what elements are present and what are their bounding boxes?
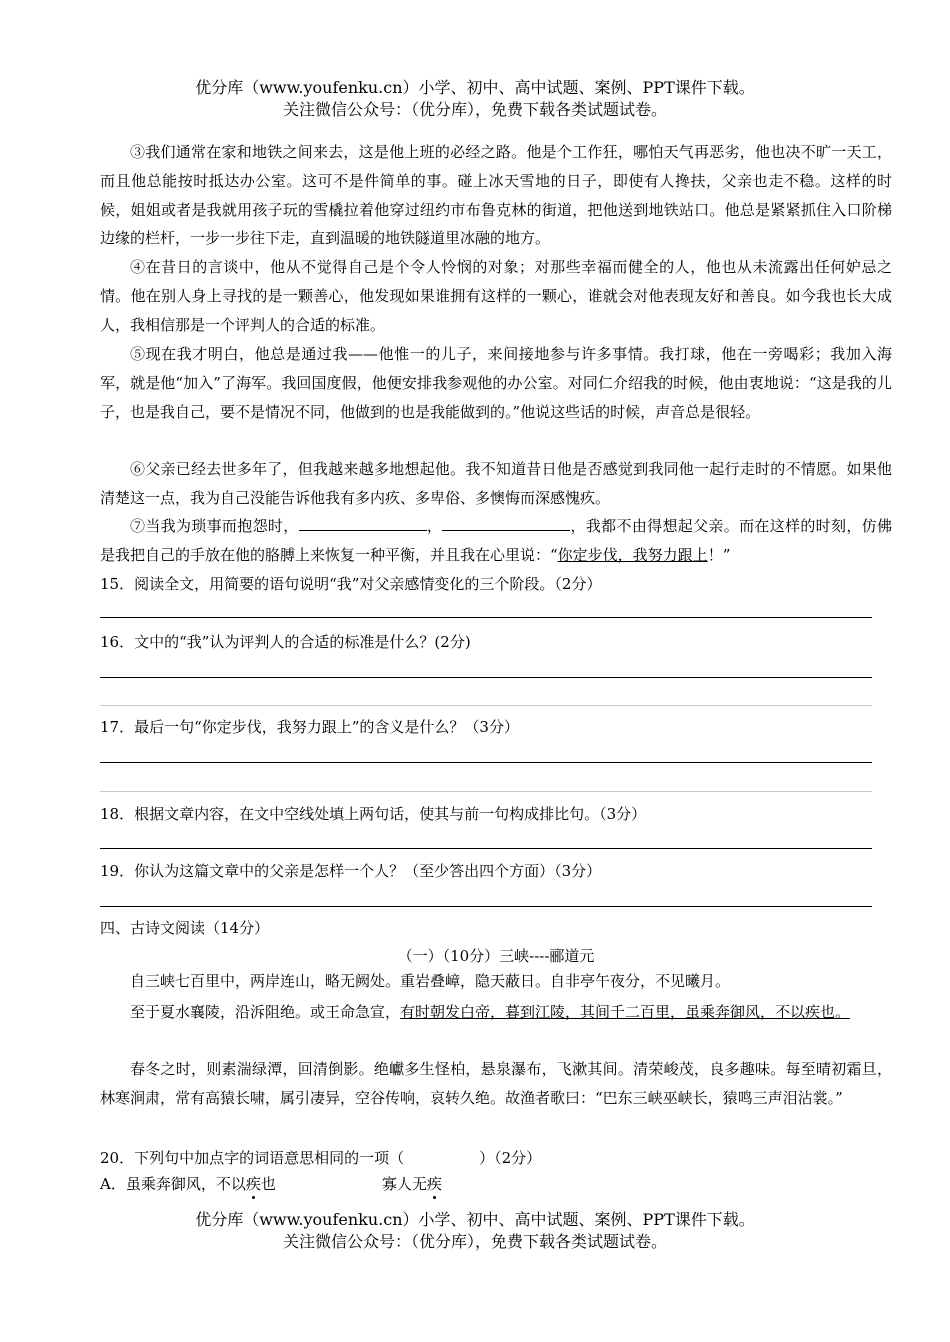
paragraph-7-sep: ， (426, 517, 443, 535)
classical-paragraph-2-part-a: 至于夏水襄陵，沿泝阻绝。或王命急宣， (130, 1003, 401, 1021)
fill-blank-2[interactable] (442, 514, 570, 531)
question-20: 20．下列句中加点字的词语意思相同的一项（ ）（2分） (100, 1149, 542, 1167)
underlined-classical-sentence: 有时朝发白帝，暮到江陵，其间千二百里，虽乘奔御风，不以疾也。 (400, 1003, 851, 1021)
classical-paragraph-3: 春冬之时，则素湍绿潭，回清倒影。绝巘多生怪柏，悬泉瀑布，飞漱其间。清荣峻茂，良多趣味。每至晴初霜旦，林寒涧肃，常有高猿长啸，属引凄异，空谷传响，哀转久绝。故渔者歌曰：“巴东三峡巫峡长，猿鸣三声泪沾裳。” (100, 1060, 892, 1107)
question-16: 16．文中的“我”认为评判人的合适的标准是什么？(2分) (100, 633, 471, 651)
footer-line-1: 优分库（www.youfenku.cn）小学、初中、高中试题、案例、PPT课件下载。 (195, 1210, 755, 1229)
section-subheading: （一）（10分）三峡----郦道元 (397, 947, 595, 965)
paragraph-7-part-a: ⑦当我为琐事而抱怨时， (130, 517, 299, 535)
paragraph-7-part-b: ，我都不由得想起父亲。而在这样的时刻，仿佛是我把自己的手放在他的胳膊上来恢复一种平衡，并且我在心里说：“ (100, 517, 892, 564)
fill-blank-1[interactable] (299, 514, 427, 531)
header-line-2: 关注微信公众号：（优分库），免费下载各类试题试卷。 (282, 100, 667, 119)
option-a-sentence-2-pre: 寡人无 (381, 1175, 427, 1193)
paragraph-6: ⑥父亲已经去世多年了，但我越来越多地想起他。我不知道昔日他是否感觉到我同他一起行走时的不情愿。如果他清楚这一点，我为自己没能告诉他我有多内疚、多卑俗、多懊悔而深感愧疚。 (100, 460, 892, 507)
answer-line[interactable] (100, 791, 872, 792)
header-line-1: 优分库（www.youfenku.cn）小学、初中、高中试题、案例、PPT课件下载。 (195, 78, 755, 97)
answer-line[interactable] (100, 677, 872, 678)
page-header (0, 77, 950, 121)
answer-line[interactable] (100, 906, 872, 907)
question-17: 17．最后一句“你定步伐，我努力跟上”的含义是什么？（3分） (100, 718, 519, 736)
page-footer (0, 1209, 950, 1253)
classical-paragraph-1: 自三峡七百里中，两岸连山，略无阙处。重岩叠嶂，隐天蔽日。自非亭午夜分，不见曦月。 (130, 972, 731, 990)
answer-line[interactable] (100, 705, 872, 706)
answer-line[interactable] (100, 617, 872, 618)
section-heading: 四、古诗文阅读（14分） (100, 919, 270, 937)
option-a-label: A． (100, 1175, 126, 1193)
question-18: 18．根据文章内容，在文中空线处填上两句话，使其与前一句构成排比句。（3分） (100, 805, 647, 823)
underlined-sentence: 你定步伐，我努力跟上 (557, 545, 708, 564)
classical-paragraph-2 (100, 998, 892, 1027)
option-a-sentence-1-pre: 虽乘奔御风，不以 (125, 1175, 246, 1193)
option-a (100, 1172, 892, 1196)
question-15: 15．阅读全文，用简要的语句说明“我”对父亲感情变化的三个阶段。（2分） (100, 575, 602, 593)
dotted-character: 疾 (426, 1175, 442, 1193)
option-a-sentence-1-post: 也 (260, 1175, 276, 1193)
paragraph-3: ③我们通常在家和地铁之间来去，这是他上班的必经之路。他是个工作狂，哪怕天气再恶劣，他也决不旷一天工，而且他总能按时抵达办公室。这可不是件简单的事。碰上冰天雪地的日子，即使有人搀扶，父亲也走不稳。这样的时候，姐姐或者是我就用孩子玩的雪橇拉着他穿过纽约市布鲁克林的街道，把他送到地铁站口。他总是紧紧抓住入口阶梯边缘的栏杆，一步一步往下走，直到温暖的地铁隧道里冰融的地方。 (100, 143, 892, 248)
answer-line[interactable] (100, 848, 872, 849)
paragraph-7 (100, 512, 892, 570)
footer-line-2: 关注微信公众号：（优分库），免费下载各类试题试卷。 (282, 1232, 667, 1251)
dotted-character: 疾 (245, 1175, 261, 1193)
answer-line[interactable] (100, 762, 872, 763)
paragraph-4: ④在昔日的言谈中，他从不觉得自己是个令人怜悯的对象；对那些幸福而健全的人，他也从未流露出任何妒忌之情。他在别人身上寻找的是一颗善心，他发现如果谁拥有这样的一颗心，谁就会对他表现友好和善良。如今我也长大成人，我相信那是一个评判人的合适的标准。 (100, 258, 892, 334)
paragraph-7-end: ！” (707, 545, 731, 564)
question-19: 19．你认为这篇文章中的父亲是怎样一个人？（至少答出四个方面）（3分） (100, 862, 602, 880)
paragraph-5: ⑤现在我才明白，他总是通过我——他惟一的儿子，来间接地参与许多事情。我打球，他在一旁喝彩；我加入海军，就是他“加入”了海军。我回国度假，他便安排我参观他的办公室。对同仁介绍我的时候，他由衷地说：“这是我的儿子，也是我自己，要不是情况不同，他做到的也是我能做到的。”他说这些话的时候，声音总是很轻。 (100, 345, 892, 421)
